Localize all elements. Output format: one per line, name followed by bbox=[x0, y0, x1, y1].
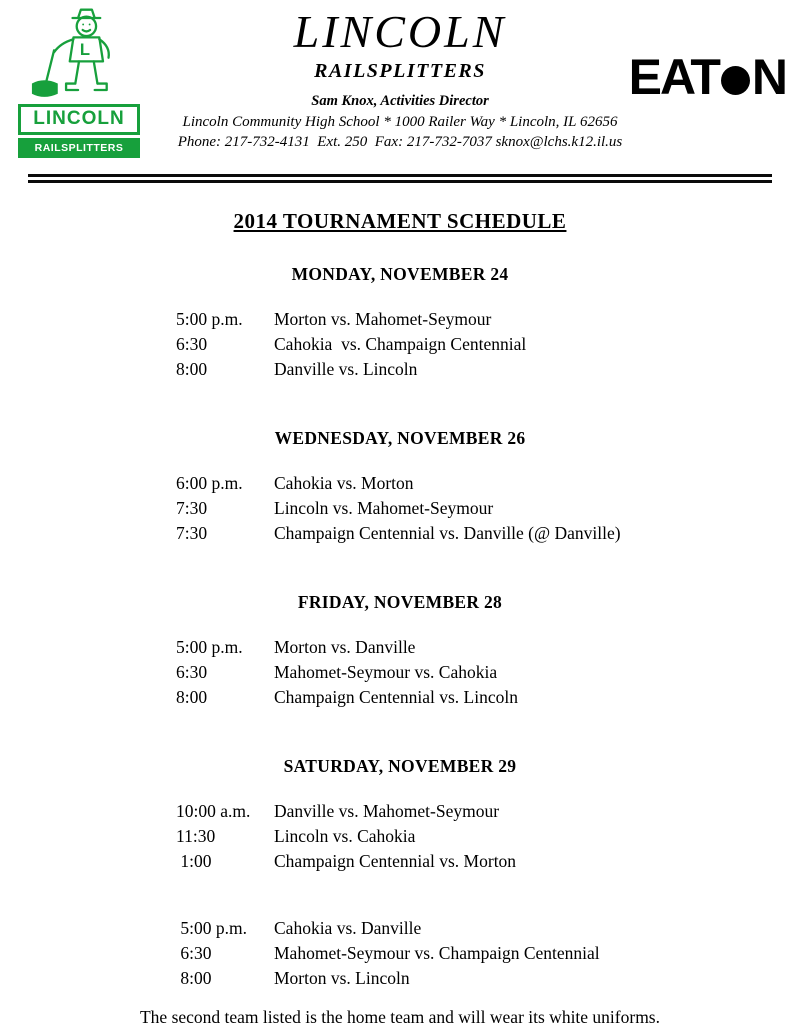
game-row bbox=[0, 660, 800, 685]
schedule-section-monday bbox=[0, 264, 800, 382]
game-matchup: Cahokia vs. Danville bbox=[274, 918, 422, 938]
team-name: RAILSPLITTERS bbox=[314, 60, 486, 83]
railsplitter-mascot-icon bbox=[23, 6, 135, 102]
lincoln-railsplitters-logo bbox=[18, 6, 140, 158]
game-time: 11:30 bbox=[176, 826, 216, 846]
game-matchup: Cahokia vs. Champaign Centennial bbox=[274, 334, 527, 354]
game-time: 8:00 bbox=[176, 359, 208, 379]
contact-line: Phone: 217-732-4131 Ext. 250 Fax: 217-732-7037 sknox@lchs.k12.il.us bbox=[177, 134, 623, 151]
page-title: 2014 TOURNAMENT SCHEDULE bbox=[233, 209, 567, 233]
game-row bbox=[0, 685, 800, 710]
eaton-logo-left: EAT bbox=[628, 49, 719, 105]
game-matchup: Morton vs. Danville bbox=[274, 637, 416, 657]
svg-text:L: L bbox=[79, 39, 91, 59]
school-name: LINCOLN bbox=[293, 6, 507, 57]
game-matchup: Morton vs. Mahomet-Seymour bbox=[274, 309, 492, 329]
game-matchup: Morton vs. Lincoln bbox=[274, 968, 410, 988]
logo-team-name: RAILSPLITTERS bbox=[18, 138, 140, 158]
game-row bbox=[0, 966, 800, 991]
block-gap bbox=[0, 874, 800, 916]
game-matchup: Mahomet-Seymour vs. Cahokia bbox=[274, 662, 498, 682]
letterhead bbox=[0, 0, 800, 172]
game-time: 8:00 bbox=[176, 687, 208, 707]
game-time: 10:00 a.m. bbox=[176, 801, 251, 821]
section-heading: FRIDAY, NOVEMBER 28 bbox=[297, 592, 503, 612]
game-matchup: Mahomet-Seymour vs. Champaign Centennial bbox=[274, 943, 600, 963]
game-matchup: Champaign Centennial vs. Lincoln bbox=[274, 687, 518, 707]
home-team-note: The second team listed is the home team and will wear its white uniforms. bbox=[139, 1007, 660, 1027]
game-time: 5:00 p.m. bbox=[176, 918, 247, 938]
game-row bbox=[0, 824, 800, 849]
header-divider bbox=[28, 174, 772, 183]
game-matchup: Lincoln vs. Cahokia bbox=[274, 826, 416, 846]
schedule-section-friday bbox=[0, 592, 800, 710]
logo-school-name: LINCOLN bbox=[18, 104, 140, 135]
game-time: 6:30 bbox=[176, 662, 208, 682]
section-heading: WEDNESDAY, NOVEMBER 26 bbox=[274, 428, 526, 448]
eaton-logo-right: N bbox=[751, 49, 786, 105]
eaton-logo bbox=[628, 49, 786, 105]
game-row bbox=[0, 521, 800, 546]
game-row bbox=[0, 496, 800, 521]
game-row bbox=[0, 941, 800, 966]
game-time: 7:30 bbox=[176, 523, 208, 543]
game-row bbox=[0, 307, 800, 332]
game-matchup: Danville vs. Mahomet-Seymour bbox=[274, 801, 500, 821]
section-heading: MONDAY, NOVEMBER 24 bbox=[291, 264, 509, 284]
game-time: 5:00 p.m. bbox=[176, 637, 243, 657]
game-time: 5:00 p.m. bbox=[176, 309, 243, 329]
game-time: 8:00 bbox=[176, 968, 212, 988]
game-matchup: Lincoln vs. Mahomet-Seymour bbox=[274, 498, 494, 518]
schedule-section-wednesday bbox=[0, 428, 800, 546]
game-matchup: Champaign Centennial vs. Danville (@ Danville) bbox=[274, 523, 621, 543]
game-matchup: Cahokia vs. Morton bbox=[274, 473, 414, 493]
game-row bbox=[0, 849, 800, 874]
game-row bbox=[0, 635, 800, 660]
game-row bbox=[0, 471, 800, 496]
section-heading: SATURDAY, NOVEMBER 29 bbox=[283, 756, 517, 776]
game-row bbox=[0, 357, 800, 382]
game-time: 1:00 bbox=[176, 851, 212, 871]
game-matchup: Champaign Centennial vs. Morton bbox=[274, 851, 517, 871]
game-row bbox=[0, 916, 800, 941]
game-time: 6:00 p.m. bbox=[176, 473, 243, 493]
eaton-o-disc-icon bbox=[721, 66, 750, 95]
schedule-section-saturday bbox=[0, 756, 800, 991]
game-matchup: Danville vs. Lincoln bbox=[274, 359, 418, 379]
school-address-line: Lincoln Community High School * 1000 Railer Way * Lincoln, IL 62656 bbox=[182, 113, 618, 130]
game-time: 7:30 bbox=[176, 498, 208, 518]
letterhead-center bbox=[140, 8, 660, 152]
game-time: 6:30 bbox=[176, 334, 208, 354]
game-time: 6:30 bbox=[176, 943, 212, 963]
activities-director-line: Sam Knox, Activities Director bbox=[311, 93, 489, 110]
game-row bbox=[0, 332, 800, 357]
game-row bbox=[0, 799, 800, 824]
